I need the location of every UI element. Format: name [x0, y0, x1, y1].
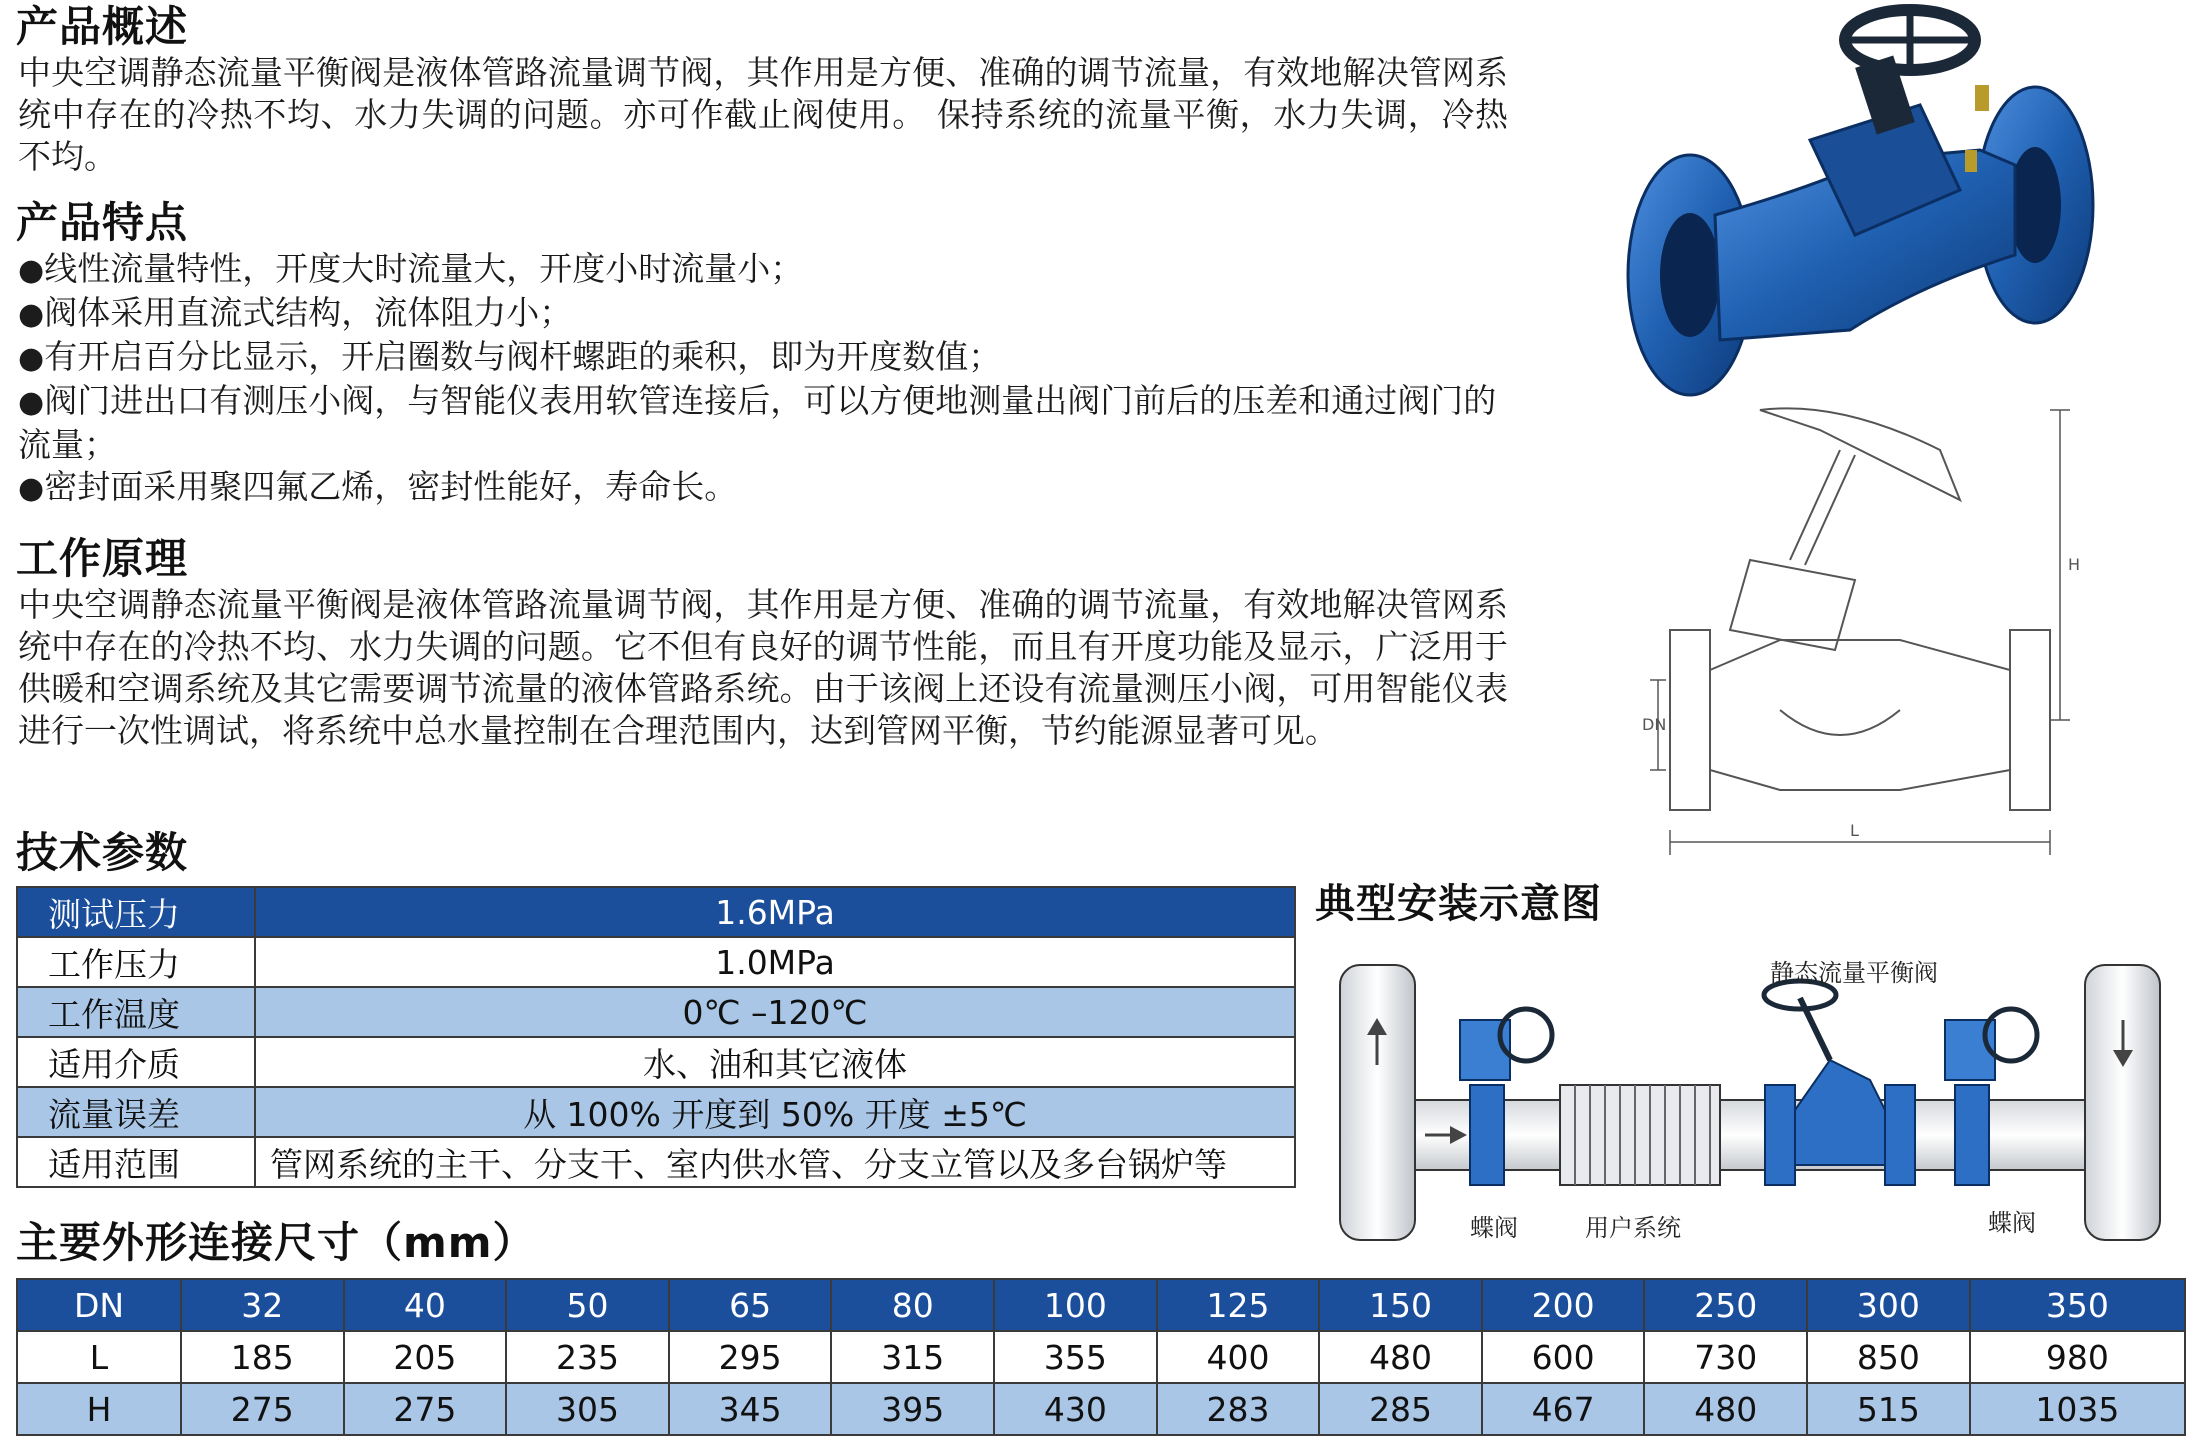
- table-row: 工作压力 1.0MPa: [17, 937, 1295, 987]
- bullet-icon: ●: [18, 341, 45, 376]
- dimensions-title: 主要外形连接尺寸（mm）: [16, 1218, 536, 1267]
- drawing-label-dn: DN: [1642, 715, 1667, 734]
- features-title: 产品特点: [16, 198, 189, 247]
- principle-title: 工作原理: [16, 534, 189, 583]
- tech-title: 技术参数: [16, 828, 189, 877]
- bullet-icon: ●: [18, 471, 45, 506]
- tech-spec-table: [16, 886, 1296, 1188]
- drawing-label-l: L: [1850, 821, 1859, 840]
- bullet-icon: ●: [18, 253, 45, 288]
- table-row: 测试压力 1.6MPa: [17, 887, 1295, 937]
- table-row: 适用介质 水、油和其它液体: [17, 1037, 1295, 1087]
- principle-text: 中央空调静态流量平衡阀是液体管路流量调节阀，其作用是方便、准确的调节流量，有效地解决管网系统中存在的冷热不均、水力失调的问题。它不但有良好的调节性能，而且有开度功能及显示，广泛用于供暖和空调系统及其它需要调节流量的液体管路系统。由于该阀上还设有流量测压小阀，可用智能仪表进行一次性调试，将系统中总水量控制在合理范围内，达到管网平衡，节约能源显著可见。: [18, 585, 1508, 750]
- table-row: L 185 205 235 295 315 355 400 480 600 730 850 980: [17, 1331, 2185, 1383]
- label-butterfly-left: 蝶阀: [1470, 1214, 1518, 1242]
- label-balancing-valve: 静态流量平衡阀: [1770, 959, 1938, 987]
- feature-item: ●有开启百分比显示，开启圈数与阀杆螺距的乘积，即为开度数值；: [18, 337, 1002, 376]
- label-user-system: 用户系统: [1585, 1214, 1681, 1242]
- valve-photo: [1620, 0, 2100, 410]
- feature-item: ●密封面采用聚四氟乙烯，密封性能好，寿命长。: [18, 467, 738, 506]
- table-row: DN 32 40 50 65 80 100 125 150 200 250 300 350: [17, 1279, 2185, 1331]
- installation-diagram: [1330, 950, 2190, 1250]
- bullet-icon: ●: [18, 385, 45, 420]
- drawing-label-h: H: [2068, 555, 2080, 574]
- overview-text: 中央空调静态流量平衡阀是液体管路流量调节阀，其作用是方便、准确的调节流量，有效地解决管网系统中存在的冷热不均、水力失调的问题。亦可作截止阀使用。 保持系统的流量平衡，水力失调，冷热不均。: [18, 53, 1508, 176]
- valve-technical-drawing: [1640, 390, 2080, 870]
- feature-item: ●阀体采用直流式结构，流体阻力小；: [18, 293, 573, 332]
- table-row: 工作温度 0℃ –120℃: [17, 987, 1295, 1037]
- feature-item: ●线性流量特性，开度大时流量大，开度小时流量小；: [18, 249, 804, 288]
- install-title: 典型安装示意图: [1315, 881, 1602, 927]
- dimensions-table: [16, 1278, 2186, 1436]
- label-butterfly-right: 蝶阀: [1988, 1209, 2036, 1237]
- overview-title: 产品概述: [16, 2, 189, 51]
- table-row: H 275 275 305 345 395 430 283 285 467 480 515 1035: [17, 1383, 2185, 1435]
- table-row: 适用范围 管网系统的主干、分支干、室内供水管、分支立管以及多台锅炉等: [17, 1137, 1295, 1187]
- features-list: [18, 248, 1508, 510]
- feature-item: ●阀门进出口有测压小阀，与智能仪表用软管连接后，可以方便地测量出阀门前后的压差和通过阀门的流量；: [18, 381, 1497, 464]
- table-row: 流量误差 从 100% 开度到 50% 开度 ±5℃: [17, 1087, 1295, 1137]
- bullet-icon: ●: [18, 297, 45, 332]
